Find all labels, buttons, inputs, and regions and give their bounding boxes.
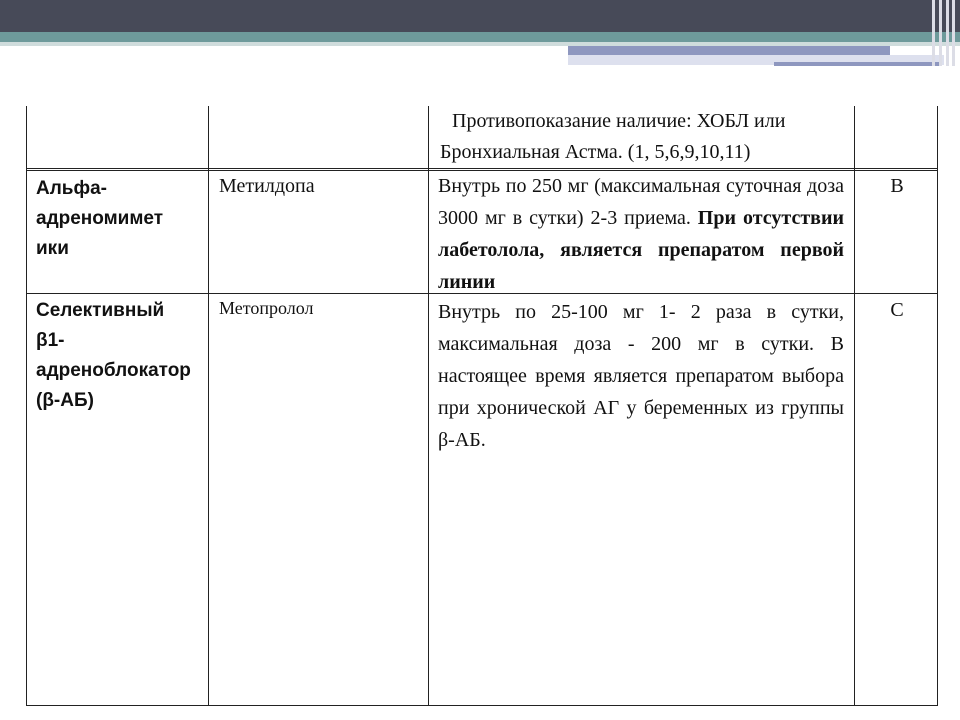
group-name-line: адреномимет — [36, 208, 164, 229]
group-name-line: адреноблокатор — [36, 360, 191, 381]
table-row-drug-name: Метилдопа — [219, 175, 315, 197]
slide-accent-bar-small — [774, 62, 942, 66]
table-column-divider — [428, 106, 429, 706]
table-row-description — [438, 170, 844, 298]
table-row-group-name — [36, 174, 208, 264]
contraindication-text-line2: Бронхиальная Астма. (1, 5,6,9,10,11) — [440, 141, 751, 163]
table-row-drug-name: Метопролол — [219, 298, 314, 318]
contraindication-text-line1: Противопоказание наличие: ХОБЛ или — [452, 110, 786, 132]
table-row-evidence-level: B — [890, 175, 904, 197]
slide-corner-stripes — [930, 0, 956, 66]
table-border-left — [26, 106, 27, 706]
description-text: Внутрь по 250 мг (максимальная суточная доза 3000 мг в сутки) 2-3 приема. — [438, 175, 844, 229]
slide-header-bar — [0, 0, 960, 32]
group-name-line: Селективный — [36, 300, 165, 321]
table-row-divider — [26, 168, 938, 169]
table-row-evidence-level: C — [890, 299, 904, 321]
table-row-description: Внутрь по 25-100 мг 1- 2 раза в сутки, максимальная доза - 200 мг в сутки. В настоящее время является препаратом выбора при хронической АГ у беременных из группы β-АБ. — [438, 301, 844, 451]
table-column-divider — [208, 106, 209, 706]
drug-table — [26, 106, 938, 706]
slide-header-teal-stripe — [0, 32, 960, 42]
table-column-divider — [854, 106, 855, 706]
group-name-line: (β-АБ) — [36, 390, 94, 411]
group-name-line: ики — [36, 238, 69, 259]
table-border-bottom — [26, 705, 938, 706]
table-row-group-name — [36, 296, 208, 416]
description-emphasis-text: При отсутствии лабетолола, является препаратом первой линии — [438, 207, 844, 293]
group-name-line: Альфа- — [36, 178, 107, 199]
group-name-line: β1- — [36, 330, 65, 351]
table-row-contraindication — [440, 106, 860, 168]
slide-accent-bar — [568, 46, 890, 55]
